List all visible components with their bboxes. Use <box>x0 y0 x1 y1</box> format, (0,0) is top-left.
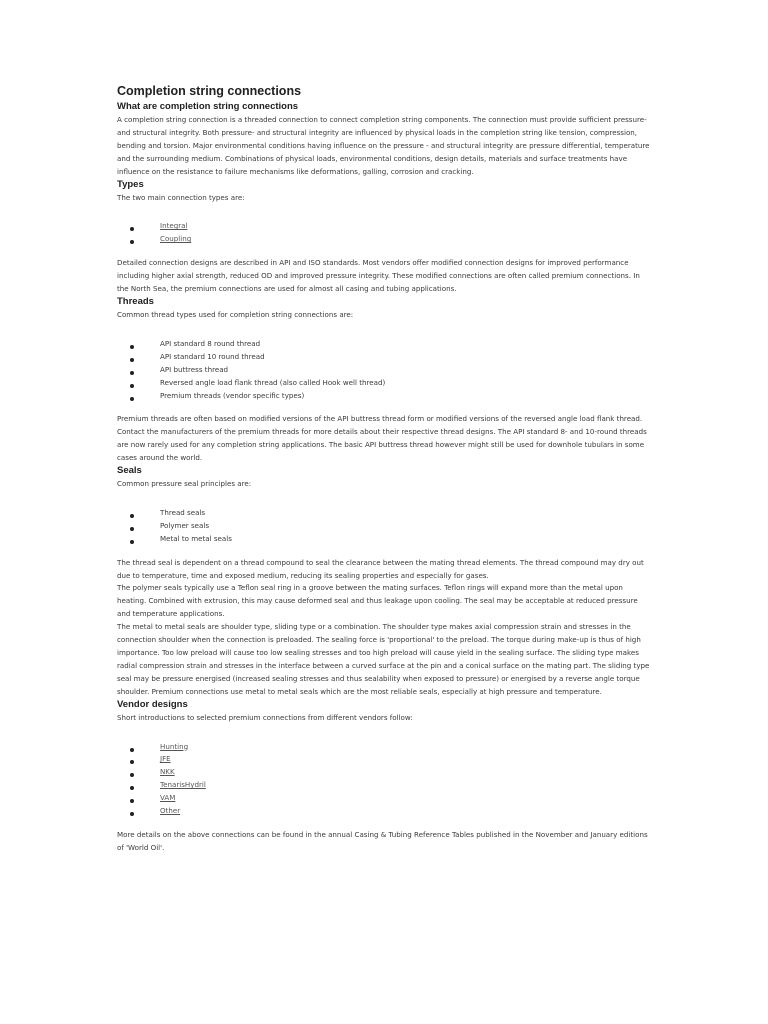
list-item[interactable] <box>117 805 653 818</box>
list-item: API buttress thread <box>117 364 653 377</box>
paragraph-types-after: Detailed connection designs are described in API and ISO standards. Most vendors offer modified connection designs for improved performance including higher axial strength, reduced OD and improved pressure integrity. These modified connections are often called premium connections. In the North Sea, the premium connections are used for almost all casing and tubing applications. <box>117 258 640 294</box>
link-other[interactable]: Other <box>160 806 181 816</box>
heading-seals: Seals <box>117 465 142 477</box>
types-list <box>117 220 653 246</box>
list-item: API standard 8 round thread <box>117 338 653 351</box>
list-item: Metal to metal seals <box>117 533 653 546</box>
list-item: API standard 10 round thread <box>117 351 653 364</box>
list-item[interactable] <box>117 220 653 233</box>
heading-types: Types <box>117 178 144 190</box>
document-page <box>117 84 653 855</box>
paragraph-seals-intro: Common pressure seal principles are: <box>117 479 252 489</box>
link-coupling[interactable]: Coupling <box>160 234 192 244</box>
link-nkk[interactable]: NKK <box>160 767 175 777</box>
list-item: Polymer seals <box>117 520 653 533</box>
list-item[interactable] <box>117 741 653 754</box>
heading-vendors: Vendor designs <box>117 698 188 710</box>
paragraph-seals-polymer: The polymer seals typically use a Teflon seal ring in a groove between the mating surfaces. Teflon rings will expand more than the metal upon heating. Combined with extrusion, this may cause deformed seal and thus leakage upon cooling. The seal may be acceptable at reduced pressure and temperature applications. <box>117 583 638 619</box>
paragraph-seals-thread: The thread seal is dependent on a thread compound to seal the clearance between the mating thread elements. The thread compound may dry out due to temperature, time and exposed medium, reducing its sealing properties and especially for gases. <box>117 557 644 580</box>
paragraph-threads-intro: Common thread types used for completion string connections are: <box>117 309 354 319</box>
vendors-list <box>117 741 653 818</box>
list-item[interactable] <box>117 233 653 246</box>
list-item: Reversed angle load flank thread (also called Hook well thread) <box>117 377 653 390</box>
paragraph-seals-metal: The metal to metal seals are shoulder type, sliding type or a combination. The shoulder type makes axial compression strain and stresses in the connection shoulder when the connection is preloaded. The sealing force is 'proportional' to the preload. The torque during make-up is thus of high importance. Too low preload will cause too low sealing stresses and too high preload will cause yield in the sealing surface. The sliding type makes radial compression strain and stresses in the interface between a curved surface at the pin and a conical surface on the mating part. The sliding type seal may be pressure energised (increased sealing stresses and thus sealability when exposed to pressure) or energised by a reverse angle torque shoulder. Premium connections use metal to metal seals which are the most reliable seals, especially at high pressure and temperature. <box>117 622 650 696</box>
paragraph-types-intro: The two main connection types are: <box>117 192 245 202</box>
paragraph-what: A completion string connection is a threaded connection to connect completion string components. The connection must provide sufficient pressure- and structural integrity. Both pressure- and structural integrity are influenced by physical loads in the completion string like tension, compression, bending and torsion. Major environmental conditions having influence on the pressure - and structural integrity are pressure differential, temperature and the surrounding medium. Combinations of physical loads, environmental conditions, design details, materials and surface treatments have influence on the resistance to failure mechanisms like deformations, galling, corrosion and cracking. <box>117 115 650 176</box>
list-item: Premium threads (vendor specific types) <box>117 390 653 403</box>
paragraph-threads-after: Premium threads are often based on modified versions of the API buttress thread form or modified versions of the reversed angle load flank thread. Contact the manufacturers of the premium threads for more details about their respective thread designs. The API standard 8- and 10-round threads are now rarely used for any completion string applications. The basic API buttress thread however might still be used for downhole tubulars in some cases around the world. <box>117 414 647 463</box>
list-item[interactable] <box>117 792 653 805</box>
paragraph-vendors-intro: Short introductions to selected premium connections from different vendors follow: <box>117 712 413 722</box>
heading-threads: Threads <box>117 295 154 307</box>
page-title: Completion string connections <box>117 84 302 98</box>
link-vam[interactable]: VAM <box>160 793 176 803</box>
list-item: Thread seals <box>117 507 653 520</box>
list-item[interactable] <box>117 779 653 792</box>
list-item[interactable] <box>117 766 653 779</box>
link-hunting[interactable]: Hunting <box>160 741 189 751</box>
heading-what: What are completion string connections <box>117 101 299 112</box>
threads-list <box>117 338 653 403</box>
paragraph-vendors-after: More details on the above connections can be found in the annual Casing & Tubing Reference Tables published in the November and January editions of 'World Oil'. <box>117 829 648 852</box>
link-jfe[interactable]: JFE <box>160 754 171 764</box>
list-item[interactable] <box>117 753 653 766</box>
link-integral[interactable]: Integral <box>160 221 188 231</box>
link-tenarishydril[interactable]: TenarisHydril <box>160 780 206 790</box>
seals-list <box>117 507 653 546</box>
